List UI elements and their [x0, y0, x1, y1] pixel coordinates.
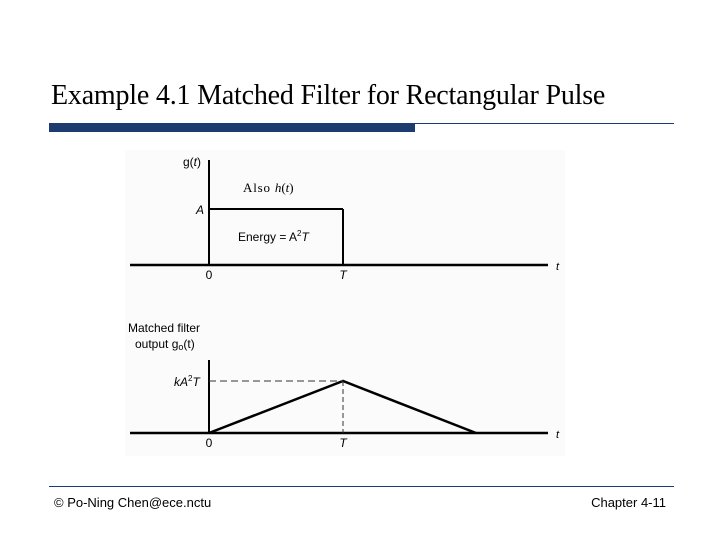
bottom-plot	[128, 321, 560, 450]
top-plot	[130, 155, 560, 282]
footer-page-number: Chapter 4-11	[591, 495, 666, 510]
footer-copyright: © Po-Ning Chen@ece.nctu	[54, 495, 212, 510]
energy-label: Energy = $A^2T$	[238, 229, 309, 244]
footer-rule	[49, 486, 674, 487]
bottom-T-label: T	[339, 436, 347, 450]
top-axis-t-label: t	[556, 261, 560, 273]
g-t-label: g(t)	[183, 155, 202, 169]
top-T-label: T	[339, 268, 347, 282]
matched-filter-label: Matched filter	[128, 321, 201, 335]
output-g-o-label: output go(t)	[135, 337, 195, 352]
bottom-axis-t-label: t	[556, 429, 560, 441]
top-origin-label: 0	[205, 268, 213, 282]
bottom-origin-label: 0	[205, 436, 213, 450]
also-h-t-note: Also h(t)	[243, 180, 294, 195]
peak-value-label: $kA^2T$	[174, 374, 200, 389]
amplitude-label: A	[196, 203, 205, 217]
slide-title: Example 4.1 Matched Filter for Rectangular Pulse	[51, 80, 606, 111]
